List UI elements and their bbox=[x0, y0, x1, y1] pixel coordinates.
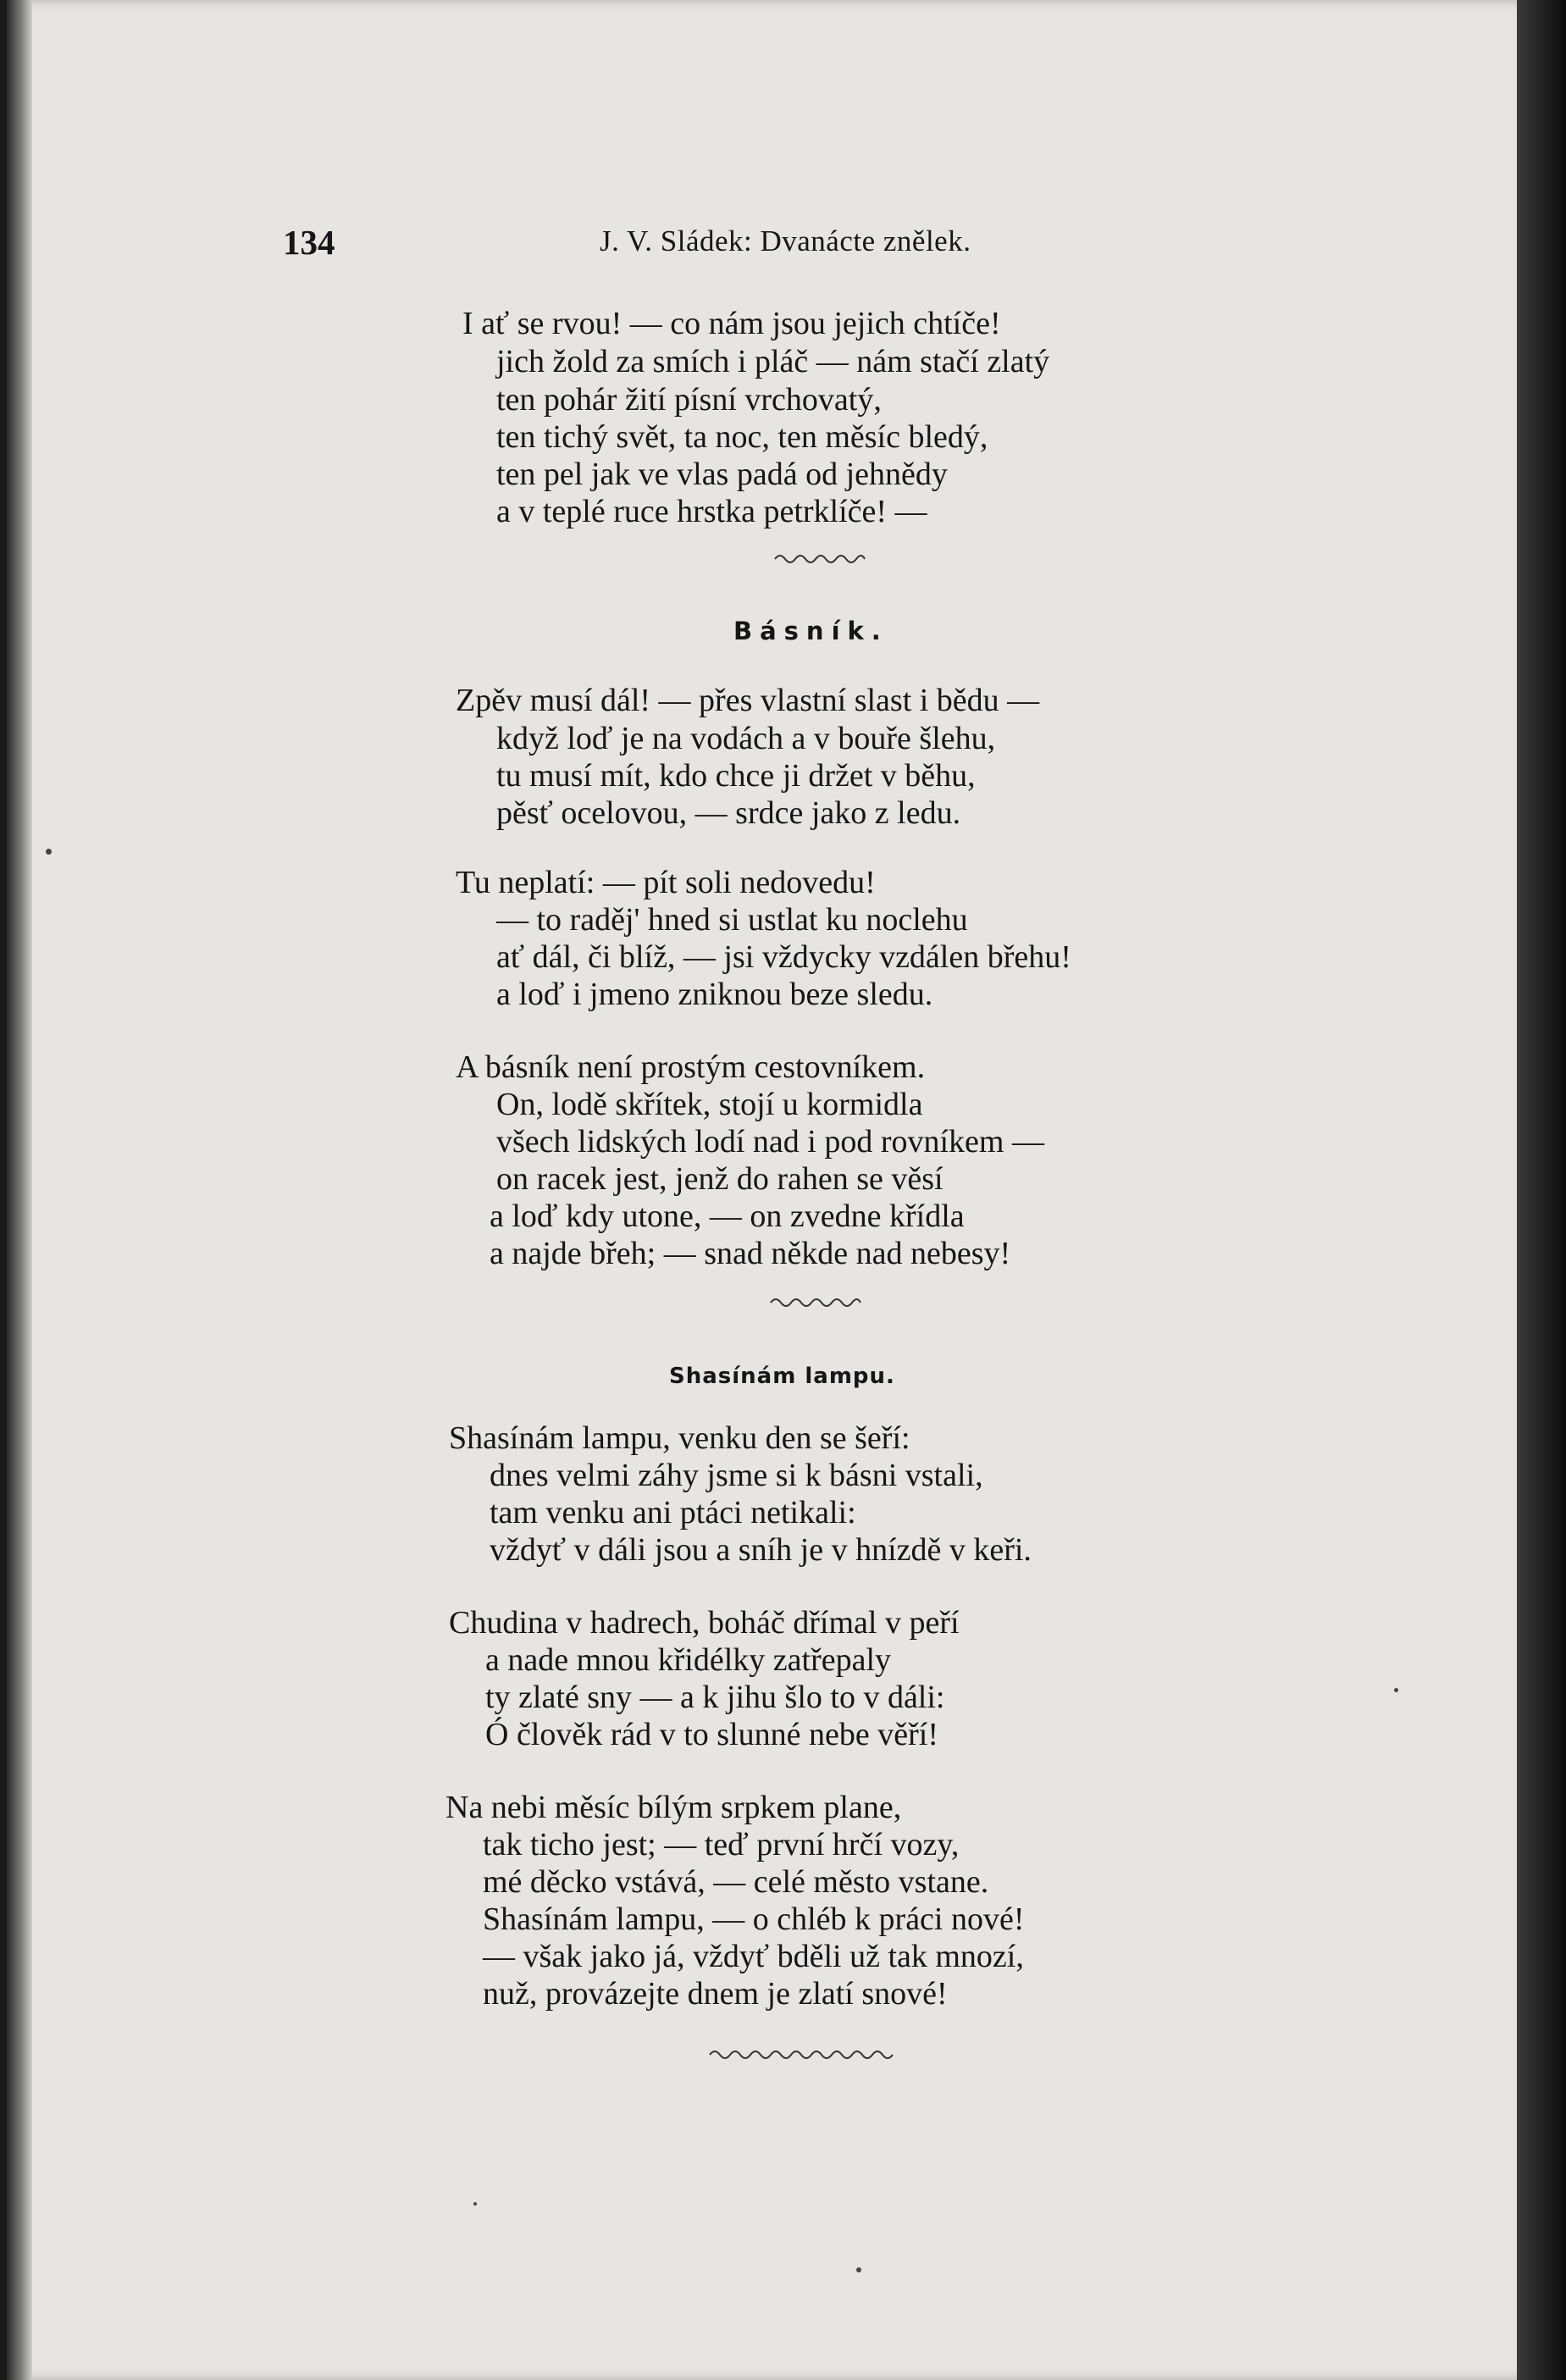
book-spine-shadow bbox=[7, 0, 32, 2380]
poem-title: Básník. bbox=[733, 617, 888, 645]
paper-speck bbox=[1394, 1688, 1398, 1692]
verse-line: On, lodě skřítek, stojí u kormidla bbox=[496, 1087, 923, 1122]
verse-line: tam venku ani ptáci netikali: bbox=[490, 1495, 856, 1530]
poem-title: Shasínám lampu. bbox=[669, 1364, 895, 1389]
verse-line: nuž, provázejte dnem je zlatí snové! bbox=[483, 1976, 948, 2012]
paper-speck bbox=[473, 2202, 477, 2206]
verse-line: tak ticho jest; — teď první hrčí vozy, bbox=[483, 1827, 960, 1862]
verse-line: ať dál, či blíž, — jsi vždycky vzdálen břehu! bbox=[496, 939, 1071, 975]
verse-line: — to raděj' hned si ustlat ku noclehu bbox=[496, 902, 968, 938]
verse-line: Na nebi měsíc bílým srpkem plane, bbox=[445, 1790, 902, 1825]
page-edge-shadow bbox=[1517, 0, 1566, 2380]
verse-line: a nade mnou křidélky zatřepaly bbox=[485, 1642, 892, 1678]
verse-line: Shasínám lampu, — o chléb k práci nové! bbox=[483, 1901, 1025, 1937]
verse-line: I ať se rvou! — co nám jsou jejich chtíče! bbox=[462, 306, 1001, 341]
verse-line: Chudina v hadrech, boháč dřímal v peří bbox=[449, 1605, 960, 1641]
verse-line: Shasínám lampu, venku den se šeří: bbox=[449, 1420, 910, 1456]
verse-line: — však jako já, vždyť bděli už tak mnozí, bbox=[483, 1939, 1024, 1974]
section-divider-ornament bbox=[769, 1294, 862, 1309]
paper-speck bbox=[46, 849, 52, 855]
verse-line: když loď je na vodách a v bouře šlehu, bbox=[496, 721, 996, 756]
verse-line: ten tichý svět, ta noc, ten měsíc bledý, bbox=[496, 419, 988, 455]
verse-line: ty zlaté sny — a k jihu šlo to v dáli: bbox=[485, 1680, 945, 1715]
section-divider-ornament bbox=[773, 551, 866, 566]
verse-line: jich žold za smích i pláč — nám stačí zlatý bbox=[496, 344, 1050, 379]
verse-line: a loď kdy utone, — on zvedne křídla bbox=[490, 1198, 965, 1234]
verse-line: a v teplé ruce hrstka petrklíče! — bbox=[496, 494, 927, 529]
verse-line: Zpěv musí dál! — přes vlastní slast i bědu — bbox=[456, 683, 1040, 718]
paper-speck bbox=[856, 2267, 861, 2272]
book-page bbox=[7, 0, 1518, 2380]
section-divider-ornament bbox=[708, 2046, 894, 2062]
verse-line: mé děcko vstává, — celé město vstane. bbox=[483, 1864, 989, 1900]
verse-line: ten pel jak ve vlas padá od jehnědy bbox=[496, 457, 948, 492]
verse-line: ten pohár žití písní vrchovatý, bbox=[496, 382, 882, 418]
verse-line: tu musí mít, kdo chce ji držet v běhu, bbox=[496, 758, 976, 794]
verse-line: on racek jest, jenž do rahen se věsí bbox=[496, 1161, 943, 1197]
verse-line: dnes velmi záhy jsme si k básni vstali, bbox=[490, 1458, 983, 1493]
verse-line: všech lidských lodí nad i pod rovníkem — bbox=[496, 1124, 1044, 1160]
page-number: 134 bbox=[283, 223, 335, 262]
verse-line: Ó člověk rád v to slunné nebe věří! bbox=[485, 1717, 938, 1752]
verse-line: a loď i jmeno zniknou beze sledu. bbox=[496, 977, 933, 1012]
verse-line: A básník není prostým cestovníkem. bbox=[456, 1049, 926, 1085]
verse-line: vždyť v dáli jsou a sníh je v hnízdě v keři. bbox=[490, 1532, 1032, 1568]
verse-line: a najde břeh; — snad někde nad nebesy! bbox=[490, 1236, 1011, 1271]
verse-line: Tu neplatí: — pít soli nedovedu! bbox=[456, 865, 876, 900]
running-title: J. V. Sládek: Dvanácte znělek. bbox=[600, 224, 971, 257]
verse-line: pěsť ocelovou, — srdce jako z ledu. bbox=[496, 795, 961, 831]
